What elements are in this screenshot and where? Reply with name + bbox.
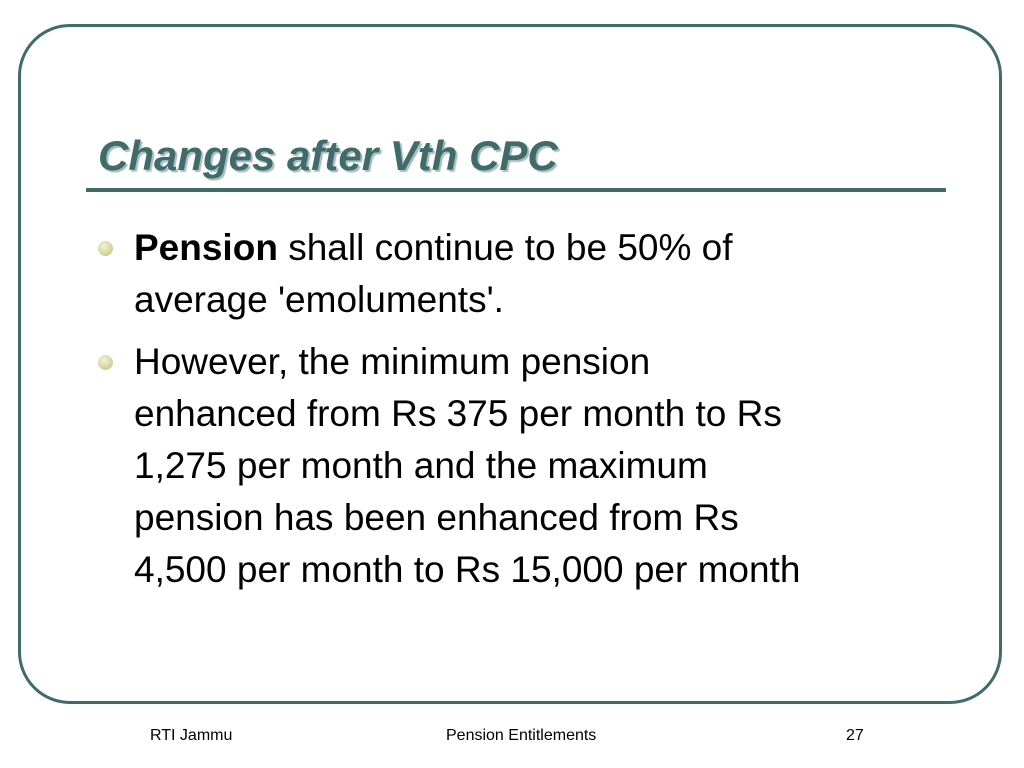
bullet-line: average 'emoluments'. xyxy=(134,279,504,320)
bullet-text: shall continue to be 50% of xyxy=(277,227,733,268)
bullet-line xyxy=(134,222,934,274)
bullet-line: However, the minimum pension xyxy=(134,341,651,382)
footer-presentation-title: Pension Entitlements xyxy=(446,727,597,744)
bullet-line: 4,500 per month to Rs 15,000 per month xyxy=(134,549,801,590)
bullet-item-minimum-pension xyxy=(134,336,934,596)
bold-term: Pension xyxy=(134,227,278,268)
footer-organization: RTI Jammu xyxy=(150,727,233,744)
title-divider xyxy=(86,188,946,192)
footer-page-number: 27 xyxy=(846,727,864,744)
bullet-list xyxy=(134,222,934,606)
bullet-dot-icon xyxy=(98,355,113,370)
slide-title: Changes after Vth CPC xyxy=(98,132,558,179)
bullet-line: 1,275 per month and the maximum xyxy=(134,445,708,486)
bullet-line: enhanced from Rs 375 per month to Rs xyxy=(134,393,782,434)
bullet-item-pension xyxy=(134,222,934,326)
bullet-line: pension has been enhanced from Rs xyxy=(134,497,739,538)
bullet-dot-icon xyxy=(98,241,113,256)
